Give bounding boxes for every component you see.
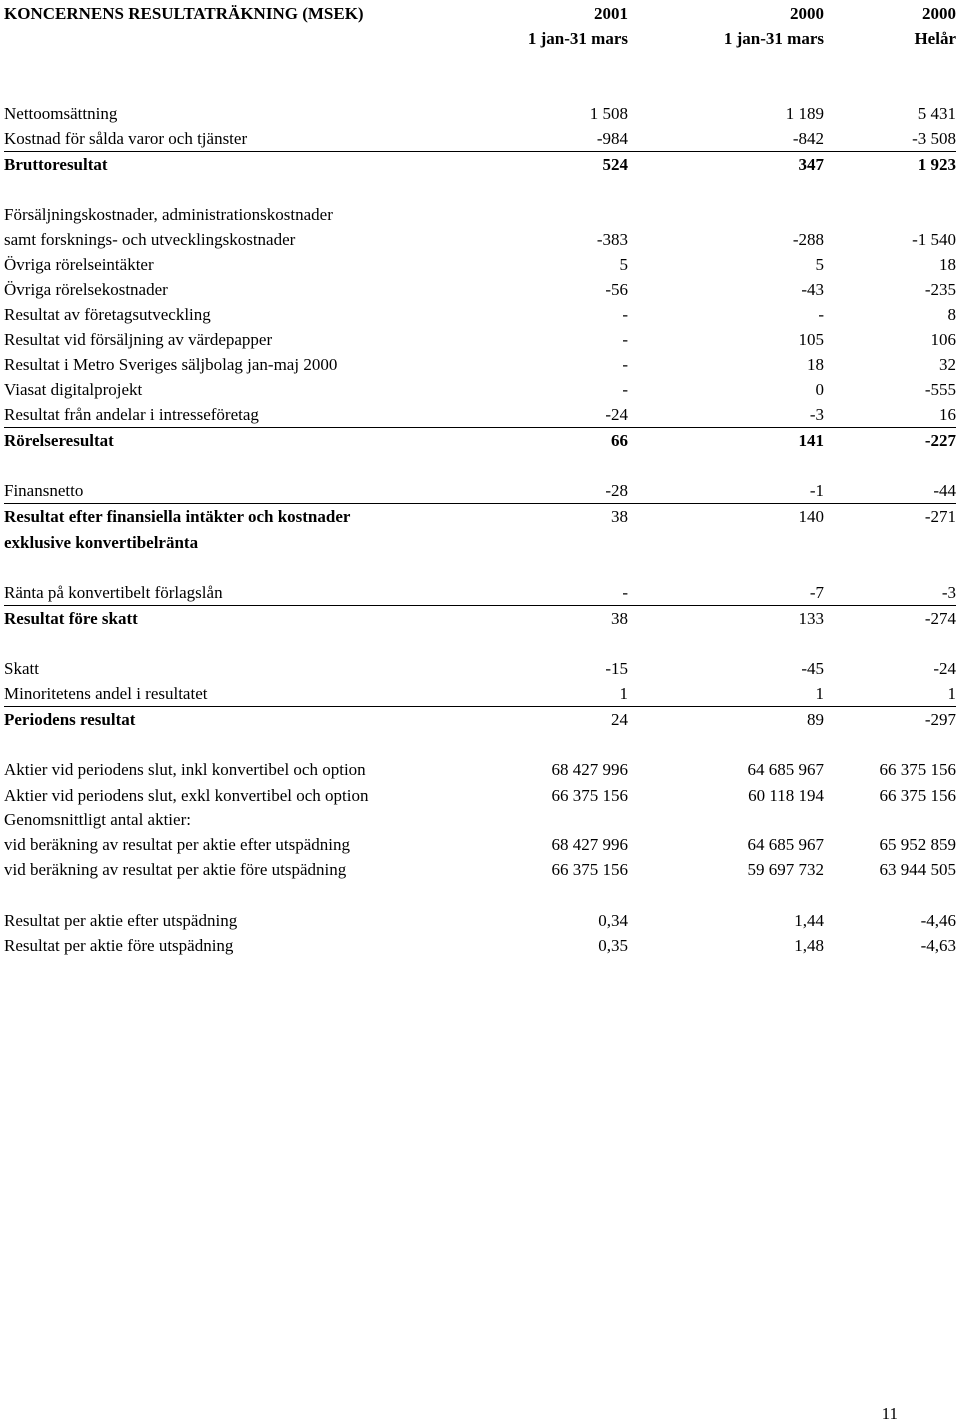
value-2001-q1: 24 bbox=[611, 710, 628, 729]
value-2001-q1: 68 427 996 bbox=[551, 835, 628, 854]
header-row-years bbox=[0, 2, 960, 26]
value-2001-q1: -15 bbox=[605, 659, 628, 678]
row-intresseforetag bbox=[0, 403, 960, 427]
row-antal-fore-utspadning bbox=[0, 858, 960, 882]
row-rpa-efter-utspadning bbox=[0, 909, 960, 933]
row-ovriga-rorelsekostnader bbox=[0, 278, 960, 302]
value-2001-q1: -28 bbox=[605, 481, 628, 500]
value-2000-q1: -288 bbox=[792, 230, 824, 249]
row-label: Bruttoresultat bbox=[4, 155, 108, 174]
value-2001-q1: 0,34 bbox=[598, 911, 628, 930]
row-label: Finansnetto bbox=[4, 481, 84, 500]
value-2000-q1: 133 bbox=[798, 609, 824, 628]
header-row-periods bbox=[0, 27, 960, 51]
row-label: Aktier vid periodens slut, exkl konvertibel och option bbox=[4, 786, 369, 805]
row-label: Kostnad för sålda varor och tjänster bbox=[4, 129, 248, 148]
value-2000-q1: -45 bbox=[801, 659, 824, 678]
value-2000-q1: 1 bbox=[815, 684, 824, 703]
value-2000-full: -555 bbox=[924, 380, 956, 399]
value-2000-full: 8 bbox=[947, 305, 956, 324]
value-2001-q1: - bbox=[622, 355, 628, 374]
value-2000-q1: 141 bbox=[798, 431, 824, 450]
value-2000-full: 106 bbox=[930, 330, 956, 349]
row-rpa-fore-utspadning bbox=[0, 934, 960, 958]
underline bbox=[4, 151, 956, 152]
value-2001-q1: - bbox=[622, 305, 628, 324]
value-2000-full: -271 bbox=[924, 507, 956, 526]
row-label: samt forsknings- och utvecklingskostnader bbox=[4, 230, 296, 249]
value-2001-q1: 5 bbox=[619, 255, 628, 274]
value-2000-full: 5 431 bbox=[917, 104, 956, 123]
value-2000-q1: -1 bbox=[809, 481, 824, 500]
row-label: Resultat i Metro Sveriges säljbolag jan-maj 2000 bbox=[4, 355, 338, 374]
value-2000-q1: - bbox=[818, 305, 824, 324]
value-2001-q1: 66 375 156 bbox=[551, 860, 628, 879]
row-rorelseresultat bbox=[0, 429, 960, 453]
row-label: Resultat från andelar i intresseföretag bbox=[4, 405, 259, 424]
row-forsaljningskostnader bbox=[0, 203, 960, 227]
row-ranta-konvertibelt bbox=[0, 581, 960, 605]
value-2000-q1: 1,48 bbox=[794, 936, 824, 955]
value-2000-full: -4,63 bbox=[920, 936, 956, 955]
value-2000-full: 32 bbox=[939, 355, 956, 374]
value-2000-q1: 140 bbox=[798, 507, 824, 526]
value-2000-q1: -842 bbox=[792, 129, 824, 148]
underline bbox=[4, 427, 956, 428]
row-forsaljning-vardepapper bbox=[0, 328, 960, 352]
row-resultat-fore-skatt bbox=[0, 607, 960, 631]
value-2000-q1: 59 697 732 bbox=[747, 860, 824, 879]
value-2000-full: 63 944 505 bbox=[879, 860, 956, 879]
value-2001-q1: 524 bbox=[602, 155, 628, 174]
value-2000-q1: 5 bbox=[815, 255, 824, 274]
row-label: Minoritetens andel i resultatet bbox=[4, 684, 208, 703]
row-label: Rörelseresultat bbox=[4, 431, 114, 450]
value-2001-q1: 1 bbox=[619, 684, 628, 703]
value-2000-q1: -7 bbox=[809, 583, 824, 602]
value-2000-full: 65 952 859 bbox=[879, 835, 956, 854]
statement-title: KONCERNENS RESULTATRÄKNING (MSEK) bbox=[4, 4, 364, 23]
value-2000-full: 66 375 156 bbox=[879, 786, 956, 805]
value-2001-q1: 66 bbox=[611, 431, 628, 450]
col3-year: 2000 bbox=[922, 4, 956, 23]
value-2000-full: -4,46 bbox=[920, 911, 956, 930]
row-antal-efter-utspadning bbox=[0, 833, 960, 857]
row-label: Skatt bbox=[4, 659, 39, 678]
value-2000-full: 16 bbox=[939, 405, 956, 424]
value-2000-q1: 1,44 bbox=[794, 911, 824, 930]
col1-period: 1 jan-31 mars bbox=[527, 29, 628, 48]
value-2001-q1: -24 bbox=[605, 405, 628, 424]
value-2001-q1: 68 427 996 bbox=[551, 760, 628, 779]
row-finansnetto bbox=[0, 479, 960, 503]
row-exklusive-konvertibelranta bbox=[0, 531, 960, 555]
row-label: exklusive konvertibelränta bbox=[4, 533, 199, 552]
row-foretagsutveckling bbox=[0, 303, 960, 327]
value-2000-full: 1 923 bbox=[917, 155, 956, 174]
row-label: Övriga rörelseintäkter bbox=[4, 255, 154, 274]
row-minoritetens-andel bbox=[0, 682, 960, 706]
value-2000-full: -297 bbox=[924, 710, 956, 729]
value-2001-q1: 0,35 bbox=[598, 936, 628, 955]
col3-period: Helår bbox=[914, 29, 956, 48]
row-label: Viasat digitalprojekt bbox=[4, 380, 143, 399]
row-nettoomsattning bbox=[0, 102, 960, 126]
value-2000-full: -44 bbox=[933, 481, 956, 500]
col1-year: 2001 bbox=[594, 4, 628, 23]
row-label: Resultat per aktie efter utspädning bbox=[4, 911, 238, 930]
row-viasat-digitalprojekt bbox=[0, 378, 960, 402]
value-2001-q1: - bbox=[622, 583, 628, 602]
value-2000-q1: 64 685 967 bbox=[747, 835, 824, 854]
value-2000-q1: 0 bbox=[815, 380, 824, 399]
underline bbox=[4, 706, 956, 707]
row-label: Försäljningskostnader, administrationskostnader bbox=[4, 205, 333, 224]
value-2000-full: 18 bbox=[939, 255, 956, 274]
row-aktier-exkl bbox=[0, 784, 960, 808]
value-2000-q1: 64 685 967 bbox=[747, 760, 824, 779]
value-2001-q1: - bbox=[622, 330, 628, 349]
value-2000-full: -24 bbox=[933, 659, 956, 678]
value-2001-q1: - bbox=[622, 380, 628, 399]
page-number: 11 bbox=[881, 1404, 898, 1423]
value-2000-q1: 18 bbox=[807, 355, 824, 374]
value-2000-full: -3 bbox=[941, 583, 956, 602]
row-label: Resultat efter finansiella intäkter och kostnader bbox=[4, 507, 351, 526]
value-2000-full: -235 bbox=[924, 280, 956, 299]
col2-year: 2000 bbox=[790, 4, 824, 23]
row-label: Övriga rörelsekostnader bbox=[4, 280, 168, 299]
underline bbox=[4, 605, 956, 606]
value-2000-q1: -43 bbox=[801, 280, 824, 299]
value-2000-q1: 60 118 194 bbox=[748, 786, 824, 805]
row-label: Resultat vid försäljning av värdepapper bbox=[4, 330, 273, 349]
row-label: Genomsnittligt antal aktier: bbox=[4, 810, 191, 829]
row-kostnad-salda-varor bbox=[0, 127, 960, 151]
value-2001-q1: 38 bbox=[611, 609, 628, 628]
row-label: Ränta på konvertibelt förlagslån bbox=[4, 583, 223, 602]
row-label: Periodens resultat bbox=[4, 710, 136, 729]
row-genomsnittligt-antal bbox=[0, 808, 960, 832]
value-2000-full: -1 540 bbox=[912, 230, 956, 249]
value-2001-q1: -56 bbox=[605, 280, 628, 299]
value-2001-q1: 1 508 bbox=[589, 104, 628, 123]
value-2001-q1: -984 bbox=[596, 129, 628, 148]
value-2000-q1: -3 bbox=[809, 405, 824, 424]
value-2001-q1: 38 bbox=[611, 507, 628, 526]
row-aktier-inkl bbox=[0, 758, 960, 782]
col2-period: 1 jan-31 mars bbox=[723, 29, 824, 48]
value-2000-full: -227 bbox=[924, 431, 956, 450]
underline bbox=[4, 503, 956, 504]
row-label: Resultat per aktie före utspädning bbox=[4, 936, 234, 955]
row-label: Resultat före skatt bbox=[4, 609, 138, 628]
row-label: Aktier vid periodens slut, inkl konvertibel och option bbox=[4, 760, 366, 779]
row-metro-sveriges bbox=[0, 353, 960, 377]
value-2000-q1: 89 bbox=[807, 710, 824, 729]
value-2000-q1: 105 bbox=[798, 330, 824, 349]
row-label: Nettoomsättning bbox=[4, 104, 118, 123]
value-2000-full: 1 bbox=[947, 684, 956, 703]
row-skatt bbox=[0, 657, 960, 681]
row-periodens-resultat bbox=[0, 708, 960, 732]
row-label: vid beräkning av resultat per aktie före utspädning bbox=[4, 860, 347, 879]
value-2001-q1: -383 bbox=[596, 230, 628, 249]
row-resultat-efter-finansiella bbox=[0, 505, 960, 529]
value-2001-q1: 66 375 156 bbox=[551, 786, 628, 805]
row-label: Resultat av företagsutveckling bbox=[4, 305, 211, 324]
row-bruttoresultat bbox=[0, 153, 960, 177]
value-2000-full: -274 bbox=[924, 609, 956, 628]
row-label: vid beräkning av resultat per aktie efter utspädning bbox=[4, 835, 351, 854]
value-2000-full: -3 508 bbox=[912, 129, 956, 148]
value-2000-q1: 1 189 bbox=[785, 104, 824, 123]
value-2000-q1: 347 bbox=[798, 155, 824, 174]
row-forsknings-utveckling bbox=[0, 228, 960, 252]
row-ovriga-rorelseintakter bbox=[0, 253, 960, 277]
value-2000-full: 66 375 156 bbox=[879, 760, 956, 779]
